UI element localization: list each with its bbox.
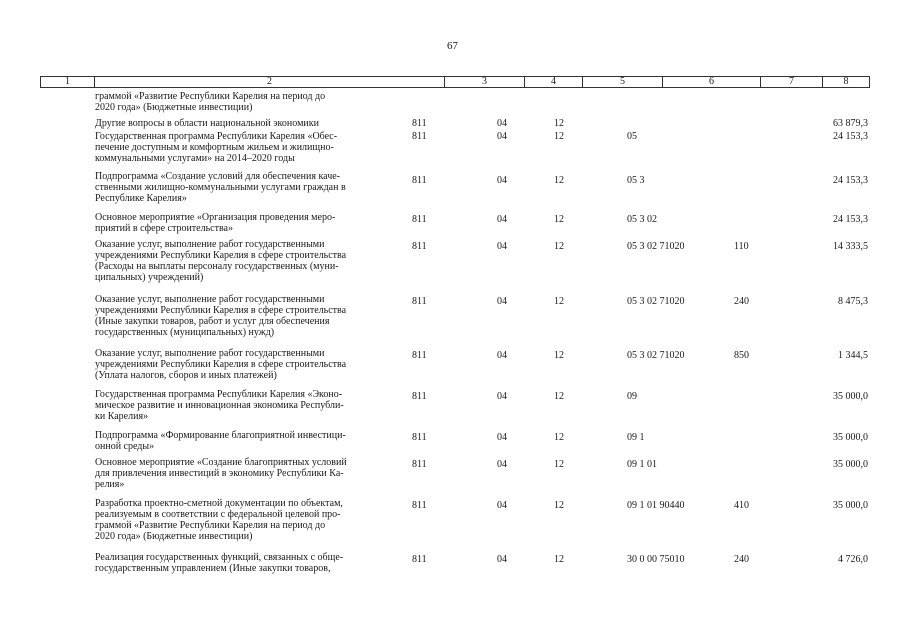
row-ministry-code: 811 bbox=[412, 118, 427, 129]
row-section-code: 04 bbox=[497, 118, 507, 129]
row-target-code: 05 3 02 71020 bbox=[627, 296, 685, 307]
row-section-code: 04 bbox=[497, 214, 507, 225]
row-amount: 35 000,0 bbox=[833, 432, 868, 443]
row-amount: 24 153,3 bbox=[833, 214, 868, 225]
row-ministry-code: 811 bbox=[412, 500, 427, 511]
row-ministry-code: 811 bbox=[412, 241, 427, 252]
header-col-4: 4 bbox=[551, 76, 556, 87]
row-name: Государственная программа Республики Карелия «Эконо- мическое развитие и инновационная экономика Республи- ки Карелия» bbox=[95, 389, 344, 422]
row-target-code: 05 bbox=[627, 131, 637, 142]
row-amount: 14 333,5 bbox=[833, 241, 868, 252]
table-row bbox=[0, 131, 905, 171]
row-section-code: 04 bbox=[497, 296, 507, 307]
row-name: Оказание услуг, выполнение работ государственными учреждениями Республики Карелия в сфере строительства (Расходы на выплаты персоналу государственных (муни- ципальных) учреждений) bbox=[95, 239, 347, 283]
row-ministry-code: 811 bbox=[412, 214, 427, 225]
table-header bbox=[40, 76, 870, 88]
row-amount: 35 000,0 bbox=[833, 500, 868, 511]
table-row bbox=[0, 348, 905, 389]
row-section-code: 04 bbox=[497, 241, 507, 252]
row-section-code: 04 bbox=[497, 432, 507, 443]
row-ministry-code: 811 bbox=[412, 391, 427, 402]
row-name: Другие вопросы в области национальной экономики bbox=[95, 118, 319, 129]
row-target-code: 05 3 bbox=[627, 175, 645, 186]
row-subsection-code: 12 bbox=[554, 214, 564, 225]
row-amount: 24 153,3 bbox=[833, 131, 868, 142]
table-row bbox=[0, 457, 905, 498]
row-section-code: 04 bbox=[497, 131, 507, 142]
row-expense-type: 850 bbox=[734, 350, 749, 361]
row-amount: 4 726,0 bbox=[838, 554, 868, 565]
table-row bbox=[0, 430, 905, 457]
row-amount: 35 000,0 bbox=[833, 391, 868, 402]
row-section-code: 04 bbox=[497, 391, 507, 402]
row-subsection-code: 12 bbox=[554, 391, 564, 402]
table-row bbox=[0, 171, 905, 212]
row-expense-type: 410 bbox=[734, 500, 749, 511]
header-col-6: 6 bbox=[709, 76, 714, 87]
table-row bbox=[0, 552, 905, 579]
row-section-code: 04 bbox=[497, 175, 507, 186]
row-subsection-code: 12 bbox=[554, 241, 564, 252]
row-ministry-code: 811 bbox=[412, 131, 427, 142]
row-target-code: 05 3 02 71020 bbox=[627, 350, 685, 361]
row-target-code: 30 0 00 75010 bbox=[627, 554, 685, 565]
table-body bbox=[0, 91, 905, 579]
table-row bbox=[0, 118, 905, 131]
row-name: Государственная программа Республики Карелия «Обес- печение доступным и комфортным жильем и жилищно- коммунальными услугами» на 2014–2020 годы bbox=[95, 131, 338, 164]
row-name: Оказание услуг, выполнение работ государственными учреждениями Республики Карелия в сфере строительства (Уплата налогов, сборов и иных платежей) bbox=[95, 348, 347, 381]
row-expense-type: 240 bbox=[734, 296, 749, 307]
row-name: Подпрограмма «Создание условий для обеспечения каче- ственными жилищно-коммунальными услугами граждан в Республике Карелия» bbox=[95, 171, 346, 204]
row-subsection-code: 12 bbox=[554, 350, 564, 361]
header-col-2: 2 bbox=[267, 76, 272, 87]
row-name: Подпрограмма «Формирование благоприятной инвестици- онной среды» bbox=[95, 430, 346, 452]
row-target-code: 09 1 bbox=[627, 432, 645, 443]
row-name: граммой «Развитие Республики Карелия на период до 2020 года» (Бюджетные инвестиции) bbox=[95, 91, 326, 113]
row-ministry-code: 811 bbox=[412, 554, 427, 565]
row-target-code: 09 1 01 bbox=[627, 459, 657, 470]
row-name: Основное мероприятие «Организация проведения меро- приятий в сфере строительства» bbox=[95, 212, 336, 234]
row-expense-type: 240 bbox=[734, 554, 749, 565]
row-amount: 63 879,3 bbox=[833, 118, 868, 129]
table-row bbox=[0, 498, 905, 552]
row-name: Основное мероприятие «Создание благоприятных условий для привлечения инвестиций в экономику Республики Ка- релия» bbox=[95, 457, 347, 490]
row-subsection-code: 12 bbox=[554, 131, 564, 142]
row-section-code: 04 bbox=[497, 459, 507, 470]
row-amount: 35 000,0 bbox=[833, 459, 868, 470]
page-number: 67 bbox=[447, 40, 458, 52]
row-subsection-code: 12 bbox=[554, 459, 564, 470]
table-row bbox=[0, 239, 905, 294]
row-ministry-code: 811 bbox=[412, 296, 427, 307]
row-name: Разработка проектно-сметной документации по объектам, реализуемым в соответствии с федеральной целевой про- граммой «Развитие Республики Карелия на период до 2020 года» (Бюджетные инвестиции) bbox=[95, 498, 343, 542]
row-target-code: 09 bbox=[627, 391, 637, 402]
row-amount: 24 153,3 bbox=[833, 175, 868, 186]
row-amount: 1 344,5 bbox=[838, 350, 868, 361]
row-ministry-code: 811 bbox=[412, 350, 427, 361]
row-expense-type: 110 bbox=[734, 241, 749, 252]
row-subsection-code: 12 bbox=[554, 296, 564, 307]
row-subsection-code: 12 bbox=[554, 554, 564, 565]
row-subsection-code: 12 bbox=[554, 175, 564, 186]
row-section-code: 04 bbox=[497, 500, 507, 511]
header-col-5: 5 bbox=[620, 76, 625, 87]
row-section-code: 04 bbox=[497, 350, 507, 361]
row-ministry-code: 811 bbox=[412, 459, 427, 470]
row-name: Реализация государственных функций, связанных с обще- государственным управлением (Иные закупки товаров, bbox=[95, 552, 344, 574]
header-col-7: 7 bbox=[789, 76, 794, 87]
row-target-code: 09 1 01 90440 bbox=[627, 500, 685, 511]
table-row bbox=[0, 389, 905, 430]
row-subsection-code: 12 bbox=[554, 500, 564, 511]
row-amount: 8 475,3 bbox=[838, 296, 868, 307]
row-section-code: 04 bbox=[497, 554, 507, 565]
row-ministry-code: 811 bbox=[412, 432, 427, 443]
row-target-code: 05 3 02 bbox=[627, 214, 657, 225]
row-target-code: 05 3 02 71020 bbox=[627, 241, 685, 252]
header-col-8: 8 bbox=[843, 76, 849, 87]
header-col-3: 3 bbox=[482, 76, 487, 87]
table-row bbox=[0, 212, 905, 239]
row-subsection-code: 12 bbox=[554, 118, 564, 129]
header-col-1: 1 bbox=[65, 76, 70, 87]
table-row bbox=[0, 91, 905, 118]
row-name: Оказание услуг, выполнение работ государственными учреждениями Республики Карелия в сфере строительства (Иные закупки товаров, работ и услуг для обеспечения государственных (муниципальных) нужд) bbox=[95, 294, 347, 338]
row-subsection-code: 12 bbox=[554, 432, 564, 443]
table-row bbox=[0, 294, 905, 348]
row-ministry-code: 811 bbox=[412, 175, 427, 186]
